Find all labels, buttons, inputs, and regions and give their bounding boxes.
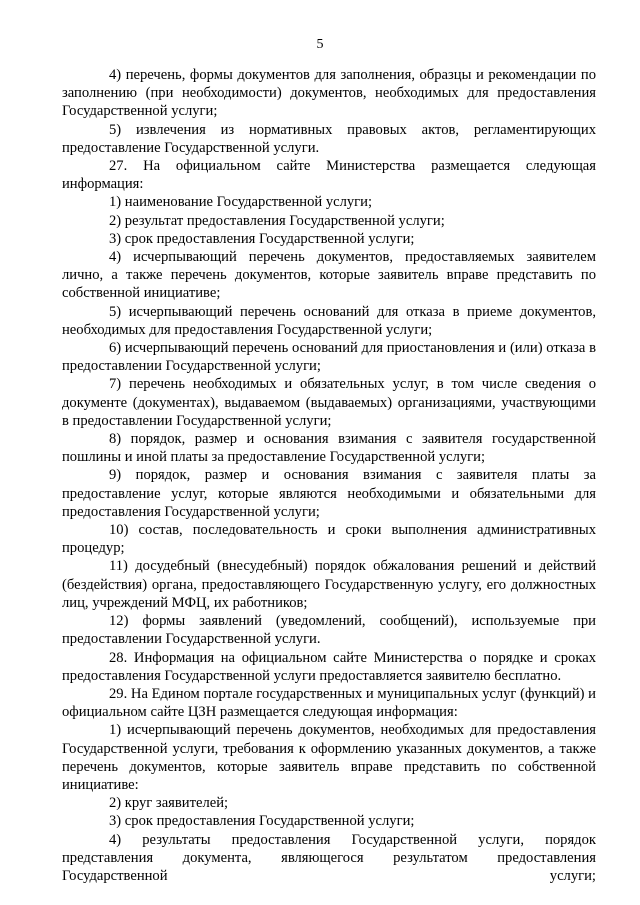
clause-29-item-4: 4) результаты предоставления Государственной услуги, порядок представления документа, являющегося результатом предоставления Государственной услуги;	[62, 831, 596, 884]
clause-27-item-9: 9) порядок, размер и основания взимания с заявителя платы за предоставление услуг, которые являются необходимыми и обязательными для предоставления Государственной услуги;	[62, 467, 596, 520]
clause-29-item-3: 3) срок предоставления Государственной услуги;	[109, 813, 415, 830]
clause-29: 29. На Едином портале государственных и муниципальных услуг (функций) и официальном сайте ЦЗН размещается следующая информация:	[62, 685, 596, 721]
clause-27-item-11: 11) досудебный (внесудебный) порядок обжалования решений и действий (бездействия) органа, предоставляющего Государственную услугу, его должностных лиц, учреждений МФЦ, их работников;	[62, 558, 596, 611]
clause-29-item-1: 1) исчерпывающий перечень документов, необходимых для предоставления Государственной услуги, требования к оформлению указанных документов, а также перечень документов, которые заявитель вправе представить по собственной инициативе:	[62, 722, 596, 793]
clause-27-item-1: 1) наименование Государственной услуги;	[109, 194, 373, 211]
clause-27-item-12: 12) формы заявлений (уведомлений, сообщений), используемые при предоставлении Государственной услуги.	[62, 613, 596, 648]
clause-27: 27. На официальном сайте Министерства размещается следующая информация:	[62, 158, 596, 193]
page-number: 5	[316, 37, 324, 52]
clause-27-item-7: 7) перечень необходимых и обязательных услуг, в том числе сведения о документе (документах), выдаваемом (выдаваемых) организациями, участвующими в предоставлении Государственной услуги;	[62, 376, 596, 429]
list-item-5-extracts: 5) извлечения из нормативных правовых актов, регламентирующих предоставление Государственной услуги.	[62, 121, 596, 156]
clause-28: 28. Информация на официальном сайте Министерства о порядке и сроках предоставления Государственной услуги предоставляется заявителю бесплатно.	[62, 649, 596, 684]
clause-29-item-2: 2) круг заявителей;	[109, 795, 229, 812]
clause-27-item-10: 10) состав, последовательность и сроки выполнения административных процедур;	[62, 522, 596, 557]
clause-27-item-3: 3) срок предоставления Государственной услуги;	[109, 230, 415, 247]
clause-27-item-6: 6) исчерпывающий перечень оснований для приостановления и (или) отказа в предоставлении Государственной услуги;	[62, 340, 596, 375]
clause-27-item-8: 8) порядок, размер и основания взимания с заявителя государственной пошлины и иной платы за предоставление Государственной услуги;	[62, 431, 596, 466]
clause-27-item-4: 4) исчерпывающий перечень документов, предоставляемых заявителем лично, а также перечень документов, которые заявитель вправе представить по собственной инициативе;	[62, 249, 596, 302]
list-item-4-forms: 4) перечень, формы документов для заполнения, образцы и рекомендации по заполнению (при необходимости) документов, необходимых для предоставления Государственной услуги;	[62, 67, 596, 120]
clause-27-item-2: 2) результат предоставления Государственной услуги;	[109, 212, 445, 229]
document-body	[62, 66, 596, 885]
clause-27-item-5: 5) исчерпывающий перечень оснований для отказа в приеме документов, необходимых для предоставления Государственной услуги;	[62, 303, 596, 338]
